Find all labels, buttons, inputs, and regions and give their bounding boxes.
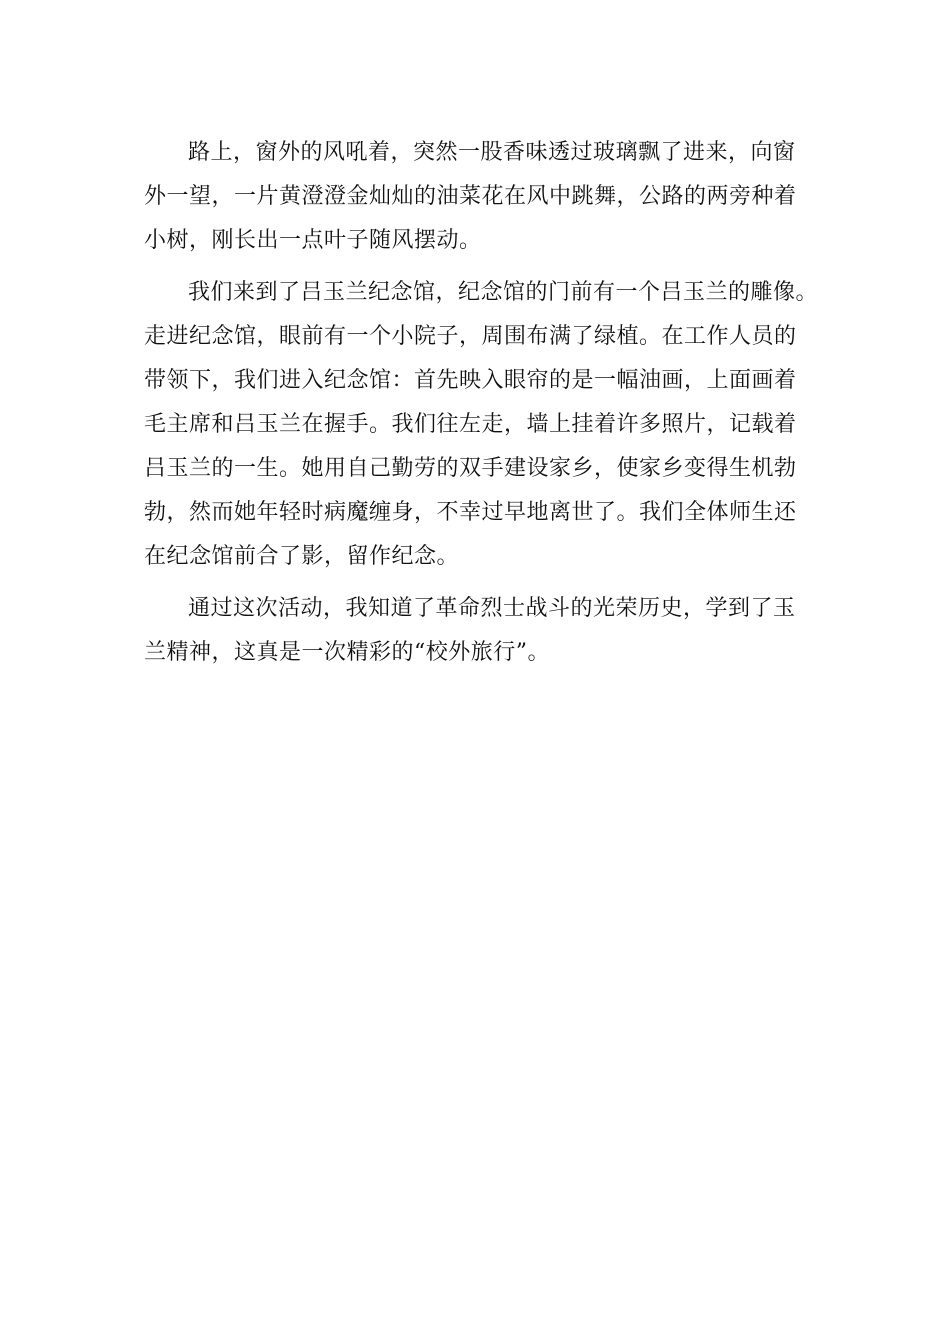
paragraph-gap <box>144 263 808 271</box>
paragraph-line: 走进纪念馆，眼前有一个小院子，周围布满了绿植。在工作人员的 <box>144 324 797 349</box>
paragraph-line: 带领下，我们进入纪念馆：首先映入眼帘的是一幅油画，上面画着 <box>144 368 797 393</box>
paragraph-line: 外一望，一片黄澄澄金灿灿的油菜花在风中跳舞，公路的两旁种着 <box>144 184 797 209</box>
paragraph-line: 路上，窗外的风吼着，突然一股香味透过玻璃飘了进来，向窗 <box>188 140 796 165</box>
paragraph-2 <box>144 271 819 579</box>
paragraph-line: 勃，然而她年轻时病魔缠身，不幸过早地离世了。我们全体师生还 <box>144 500 797 525</box>
document-body <box>144 131 819 675</box>
paragraph-line: 吕玉兰的一生。她用自己勤劳的双手建设家乡，使家乡变得生机勃 <box>144 456 797 481</box>
paragraph-1 <box>144 131 808 263</box>
paragraph-line: 在纪念馆前合了影，留作纪念。 <box>144 544 460 569</box>
paragraph-line: 我们来到了吕玉兰纪念馆，纪念馆的门前有一个吕玉兰的雕像。 <box>188 280 819 305</box>
paragraph-line: 兰精神，这真是一次精彩的“校外旅行”。 <box>144 640 550 665</box>
paragraph-3 <box>144 587 808 675</box>
paragraph-line: 小树，刚长出一点叶子随风摆动。 <box>144 228 482 253</box>
paragraph-line: 通过这次活动，我知道了革命烈士战斗的光荣历史，学到了玉 <box>188 596 796 621</box>
paragraph-gap <box>144 579 808 587</box>
paragraph-line: 毛主席和吕玉兰在握手。我们往左走，墙上挂着许多照片，记载着 <box>144 412 797 437</box>
